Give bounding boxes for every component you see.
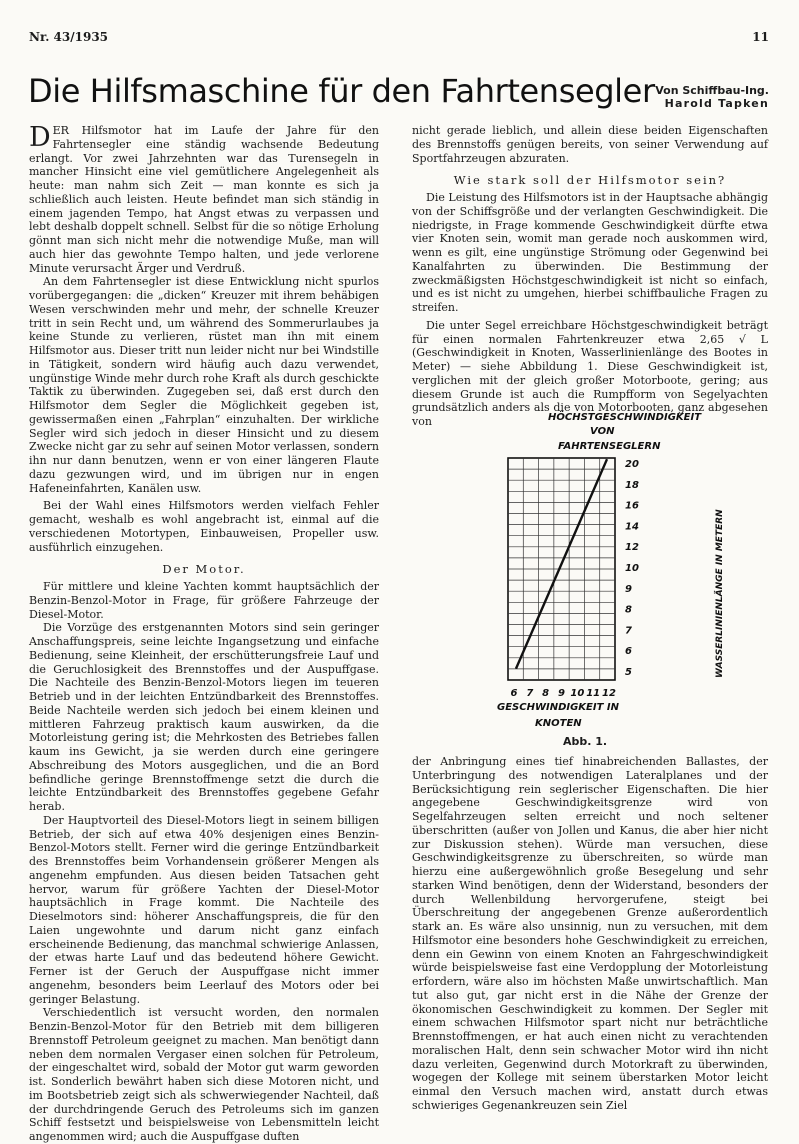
y-tick-label: 14 — [625, 521, 639, 533]
y-tick-label: 7 — [625, 625, 632, 637]
byline-line-1: Von Schiffbau-Ing. — [655, 84, 769, 97]
x-tick-label: 11 — [586, 688, 601, 699]
y-tick-label: 12 — [625, 542, 639, 554]
y-tick-label: 10 — [625, 563, 639, 574]
chart-title-line-1: HÖCHSTGESCHWINDIGKEIT — [548, 412, 702, 423]
figure-speed-chart — [470, 408, 770, 753]
x-tick-label: 8 — [542, 688, 550, 699]
article-title: Die Hilfsmaschine für den Fahrtensegler — [28, 72, 655, 110]
figure-caption: Abb. 1. — [563, 735, 608, 748]
paragraph-4: Für mittlere und kleine Yachten kommt hauptsächlich der Benzin-Benzol-Motor in Frage, für größere Fahrzeuge der Diesel-Motor. — [29, 580, 379, 621]
page-number: 11 — [752, 30, 769, 44]
x-tick-label: 9 — [558, 688, 565, 699]
paragraph-6: Der Hauptvorteil des Diesel-Motors liegt in seinem billigen Betrieb, der sich auf etwa 40% desjenigen eines Benzin-Benzol-Motors stellt. Ferner wird die geringe Entzündbarkeit des Brennstoffes beim Vorhandensein größerer Mengen als angenehm empfunden. Aus diesen beiden Tatsachen geht hervor, warum für größere Yachten der Diesel-Motor hauptsächlich in Frage kommt. Die Nachteile des Dieselmotors sind: höherer Anschaffungspreis, die für den Laien ungewohnte und darum nicht ganz einfach erscheinende Bedienung, das manchmal schwierige Anlassen, der etwas harte Lauf und das bedeutend höhere Gewicht. Ferner ist der Geruch der Auspuffgase nicht immer angenehm, besonders beim Leerlauf des Motors oder bei geringer Belastung. — [29, 813, 379, 1006]
y-tick-label: 16 — [625, 500, 639, 512]
issue-number: Nr. 43/1935 — [29, 30, 109, 44]
y-tick-label: 18 — [625, 479, 639, 491]
chart-svg — [470, 408, 770, 733]
paragraph-5: Die Vorzüge des erstgenannten Motors sind sein geringer Anschaffungspreis, seine leichte Ingangsetzung und einfache Bedienung, seine Kleinheit, der erschütterungsfreie Lauf und die Geruchlosigkeit des Brennstoffes und der Auspuffgase. Die Nachteile des Benzin-Benzol-Motors liegen im teueren Betrieb und in der leichten Entzündbarkeit des Brennstoffes. Beide Nachteile werden sich jedoch bei einem kleinen und mittleren Fahrzeug praktisch kaum auswirken, da die Motorleistung gering ist; die Mehrkosten des Betriebes fallen kaum ins Gewicht, ja sie werden durch eine geringere Abschreibung des Motors ausgeglichen, und die an Bord befindliche geringe Brennstoffmenge setzt die durch die leichte Entzündbarkeit des Brennstoffes gegebene Gefahr herab. — [29, 621, 379, 813]
y-tick-label: 8 — [625, 604, 632, 616]
y-axis-label: WASSERLINIENLÄNGE IN METERN — [715, 509, 725, 678]
y-tick-label: 6 — [625, 646, 632, 658]
paragraph-r1: nicht gerade lieblich, und allein diese beiden Eigenschaften des Brennstoffs genügen bereits, von seiner Verwendung auf Sportfahrzeugen abzuraten. — [412, 124, 768, 165]
left-column — [29, 124, 379, 1144]
x-axis-label-line-2: KNOTEN — [535, 718, 582, 729]
drop-cap: D — [29, 122, 51, 153]
paragraph-1: DER Hilfsmotor hat im Laufe der Jahre für den Fahrtensegler eine ständig wachsende Bedeutung erlangt. Vor zwei Jahrzehnten war das Turensegeln in mancher Hinsicht eine viel gemütlichere Angelegenheit als heute: man nahm sich Zeit — man konnte es sich ja schließlich auch leisten. Heute befindet man sich ständig in einem jagenden Tempo, hat Angst etwas zu verpassen und lebt deshalb doppelt schnell. Selbst für die so nötige Erholung gönnt man sich nicht mehr die notwendige Muße, man will auch hier das gewohnte Tempo halten, und jede verlorene Minute verursacht Ärger und Verdruß. — [29, 122, 379, 275]
x-tick-label: 6 — [510, 688, 518, 699]
right-column-top — [412, 124, 768, 429]
section-heading-strength: Wie stark soll der Hilfsmotor sein? — [453, 173, 727, 188]
data-line — [516, 459, 607, 668]
right-column-bottom — [412, 755, 768, 1113]
y-tick-label: 5 — [625, 667, 632, 678]
x-tick-label: 7 — [526, 688, 534, 699]
paragraph-r4: der Anbringung eines tief hinabreichenden Ballastes, der Unterbringung des notwendigen Lateralplanes und der Berücksichtigung rein seglerischer Eigenschaften. Die hier angegebene Geschwindigkeitsgrenze wird von Segelfahrzeugen selten erreicht und noch seltener überschritten (außer von Jollen und Kanus, die aber hier nicht zur Diskussion stehen). Würde man versuchen, diese Geschwindigkeitsgrenze zu überschreiten, so würde man hierzu eine außergewöhnlich große Besegelung und sehr starken Wind benötigen, denn der Widerstand, besonders der durch Wellenbildung hervorgerufene, steigt bei Überschreitung der angegebenen Grenze außerordentlich stark an. Es wäre also unsinnig, nun zu versuchen, mit dem Hilfsmotor eine besonders hohe Geschwindigkeit zu erreichen, denn ein Gewinn von einem Knoten an Fahrgeschwindigkeit würde beispielsweise fast eine Verdopplung der Motorleistung erfordern, wäre also im höchsten Maße unwirtschaftlich. Man tut also gut, gar nicht erst in die Nähe der Grenze der ökonomischen Geschwindigkeit zu kommen. Der Segler mit einem schwachen Hilfsmotor spart nicht nur beträchtliche Brennstoffmengen, er hat auch einen nicht zu verachtenden moralischen Halt, denn sein schwacher Motor wird ihn nicht dazu verleiten, Gegenwind durch Motorkraft zu überwinden, wogegen der Kollege mit seinem überstarken Motor leicht einmal den Versuch machen wird, anstatt durch etwas schwieriges Gegenankreuzen sein Ziel — [412, 755, 768, 1112]
chart-title-line-2: VON — [590, 426, 615, 437]
byline — [655, 84, 769, 110]
chart-title-line-3: FAHRTENSEGLERN — [558, 441, 661, 452]
paragraph-r3: Die unter Segel erreichbare Höchstgeschwindigkeit beträgt für einen normalen Fahrtenkreuzer etwa 2,65 √ L (Geschwindigkeit in Knoten, Wasserlinienlänge des Bootes in Meter) — siehe Abbildung 1. Diese Geschwindigkeit ist, verglichen mit der gleich großer Motorboote, gering; aus diesem Grunde ist auch die Rumpfform von Segelyachten grundsätzlich anders als die von Motorbooten, ganz abgesehen von — [412, 318, 768, 428]
x-axis-label-line-1: GESCHWINDIGKEIT IN — [497, 702, 619, 713]
paragraph-2: An dem Fahrtensegler ist diese Entwicklung nicht spurlos vorübergegangen: die „dicken“ Kreuzer mit ihrem behäbigen Wesen verschwinden mehr und mehr, der schnelle Kreuzer tritt in sein Recht und, um während des Sommerurlaubes ja keine Stunde zu verlieren, rüstet man ihn mit einem Hilfsmotor aus. Dieser tritt nun leider nicht nur bei Windstille in Tätigkeit, sondern wird häufig auch dazu verwendet, ungünstige Winde mehr durch rohe Kraft als durch geschickte Taktik zu überwinden. Zugegeben sei, daß erst durch den Hilfsmotor dem Segler die Möglichkeit gegeben ist, gewissermaßen einen „Fahrplan“ einzuhalten. Der wirkliche Segler wird sich jedoch in dieser Hinsicht und zu diesem Zwecke nicht gar zu sehr auf seinen Motor verlassen, sondern ihn nur dann benutzen, wenn er von einer längeren Flaute dazu gezwungen wird, und im übrigen nur in engen Hafeneinfahrten, Kanälen usw. — [29, 275, 379, 495]
paragraph-r2: Die Leistung des Hilfsmotors ist in der Hauptsache abhängig von der Schiffsgröße und der verlangten Geschwindigkeit. Die niedrigste, in Frage kommende Geschwindigkeit dürfte etwa vier Knoten sein, womit man gerade noch auskommen wird, wenn es gilt, eine ungünstige Strömung oder Gegenwind bei Kanalfahrten zu überwinden. Die Bestimmung der zweckmäßigsten Höchstgeschwindigkeit ist nicht so einfach, und es ist nicht zu umgehen, hierbei schiffbauliche Fragen zu streifen. — [412, 191, 768, 314]
y-tick-label: 20 — [625, 459, 639, 470]
author-name: Harold Tapken — [664, 97, 769, 110]
y-tick-label: 9 — [625, 583, 632, 595]
x-tick-label: 12 — [602, 688, 616, 699]
paragraph-3: Bei der Wahl eines Hilfsmotors werden vielfach Fehler gemacht, weshalb es wohl angebracht ist, einmal auf die verschiedenen Motortypen, Einbauweisen, Propeller usw. ausführlich einzugehen. — [29, 499, 379, 554]
paragraph-7: Verschiedentlich ist versucht worden, den normalen Benzin-Benzol-Motor für den Betrieb mit dem billigeren Brennstoff Petroleum geeignet zu machen. Man benötigt dann neben dem normalen Vergaser einen solchen für Petroleum, der eingeschaltet wird, sobald der Motor gut warm geworden ist. Sonderlich bewährt haben sich diese Motoren nicht, und im Bootsbetrieb zeigt sich als schwerwiegender Nachteil, daß der durchdringende Geruch des Petroleums sich im ganzen Schiff festsetzt und beispielsweise von Lebensmitteln leicht angenommen wird; auch die Auspuffgase duften — [29, 1006, 379, 1143]
plot-area — [508, 458, 639, 699]
x-tick-label: 10 — [570, 688, 585, 699]
section-heading-motor: Der Motor. — [162, 562, 246, 577]
